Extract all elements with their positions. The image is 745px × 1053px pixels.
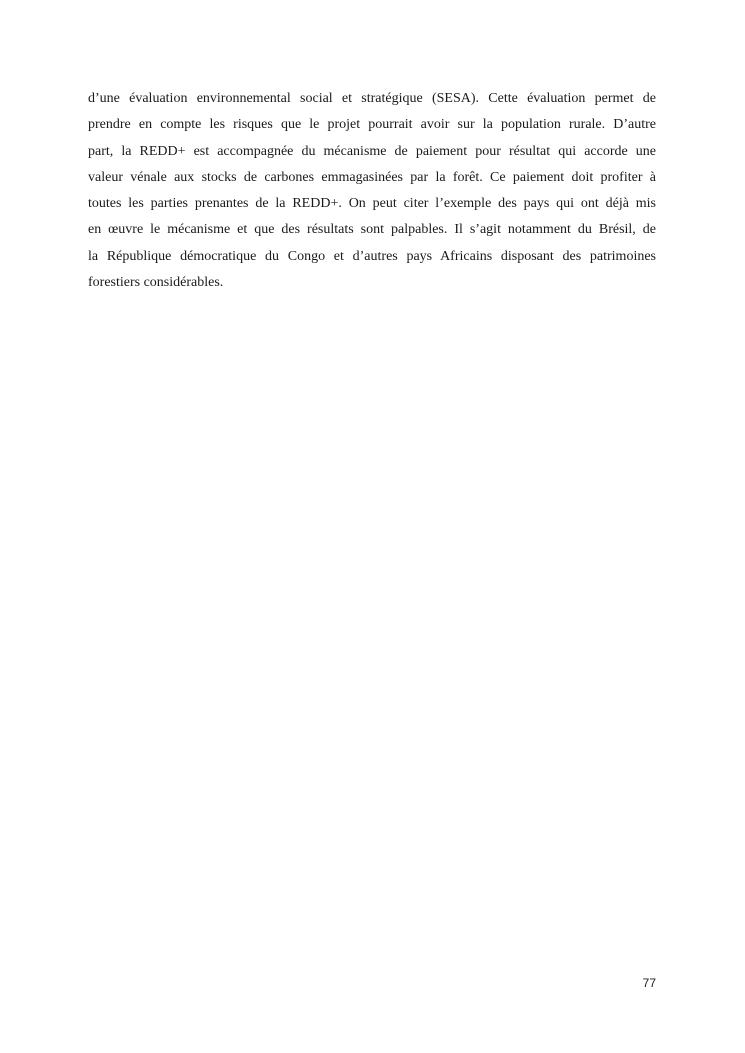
- paragraph-line: en œuvre le mécanisme et que des résultats sont palpables. Il s’agit notamment du Brésil, de: [88, 222, 656, 238]
- paragraph-line: toutes les parties prenantes de la REDD+. On peut citer l’exemple des pays qui ont déjà mis: [88, 196, 656, 212]
- paragraph-line: valeur vénale aux stocks de carbones emmagasinées par la forêt. Ce paiement doit profiter à: [88, 169, 656, 185]
- paragraph-line: la République démocratique du Congo et d’autres pays Africains disposant des patrimoines: [88, 248, 656, 264]
- paragraph-line: d’une évaluation environnemental social et stratégique (SESA). Cette évaluation permet de: [88, 91, 656, 106]
- paragraph-line: prendre en compte les risques que le projet pourrait avoir sur la population rurale. D’autre: [88, 117, 656, 133]
- body-paragraph: [88, 86, 656, 296]
- page-number: 77: [642, 976, 656, 990]
- paragraph-line: part, la REDD+ est accompagnée du mécanisme de paiement pour résultat qui accorde une: [88, 143, 656, 159]
- paragraph-line: forestiers considérables.: [88, 275, 224, 291]
